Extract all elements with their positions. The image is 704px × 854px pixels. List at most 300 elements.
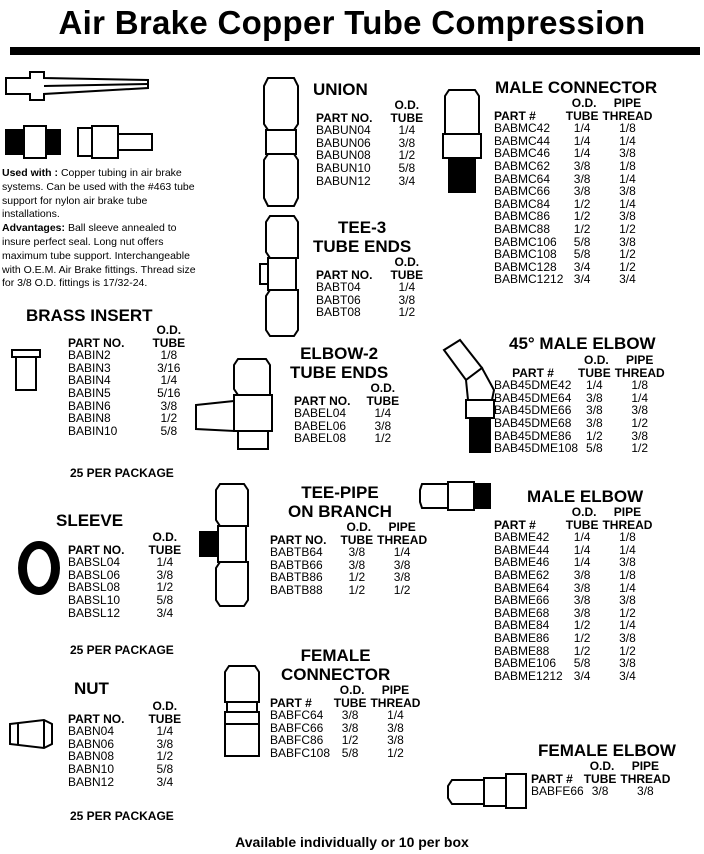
part-number: BABN12 xyxy=(68,774,115,789)
od-value: 1/2 xyxy=(348,582,366,597)
part-number: BABN08 xyxy=(68,749,115,764)
od-header: O.D. xyxy=(571,505,597,519)
tube-header: TUBE xyxy=(333,695,367,710)
thread-value: 3/8 xyxy=(619,593,636,608)
45-male-elbow-icon xyxy=(438,338,502,456)
thread-value: 1/2 xyxy=(387,745,404,760)
tube-header: TUBE xyxy=(390,110,424,125)
part-number: BABTB88 xyxy=(270,582,323,597)
nut-icon xyxy=(4,716,56,752)
table-row xyxy=(494,531,652,544)
page-title: Air Brake Copper Tube Compression xyxy=(58,4,646,41)
part-number: BAB45DME108 xyxy=(494,441,579,456)
od-value: 5/8 xyxy=(156,592,174,607)
part-number: BABUN10 xyxy=(316,160,371,175)
thread-value: 3/8 xyxy=(619,184,636,199)
table-row xyxy=(294,407,399,420)
male-connector-icon xyxy=(439,86,485,196)
tee-3-icon xyxy=(258,214,308,338)
part-header: PART NO. xyxy=(68,542,125,557)
od-value: 3/4 xyxy=(156,605,174,620)
od-value: 3/8 xyxy=(573,580,591,595)
part-number: BABSL08 xyxy=(68,580,121,595)
part-number: BAB45DME68 xyxy=(494,415,572,430)
thread-value: 1/4 xyxy=(393,545,411,560)
od-value: 1/4 xyxy=(160,373,178,388)
elbow-2-title xyxy=(290,344,388,382)
thread-value: 1/2 xyxy=(619,221,636,236)
table-row xyxy=(494,442,665,455)
part-number: BABME106 xyxy=(494,656,557,671)
od-value: 5/8 xyxy=(156,761,174,776)
od-value: 1/8 xyxy=(160,348,178,363)
part-number: BABN04 xyxy=(68,724,115,739)
table-row xyxy=(68,725,181,738)
od-value: 5/8 xyxy=(398,160,416,175)
part-number: BABMC62 xyxy=(494,158,551,173)
thread-value: 1/2 xyxy=(619,643,636,658)
brass-insert-table xyxy=(68,324,185,437)
part-number: BABUN04 xyxy=(316,123,371,138)
thread-value: 1/4 xyxy=(619,618,636,633)
nut-table xyxy=(68,700,181,788)
od-value: 3/8 xyxy=(398,135,416,150)
od-value: 1/2 xyxy=(398,148,416,163)
thread-value: 1/4 xyxy=(619,542,636,557)
female-elbow-title: FEMALE ELBOW xyxy=(538,741,676,760)
od-value: 3/8 xyxy=(156,567,174,582)
part-number: BABMC86 xyxy=(494,209,551,224)
sleeve-package: 25 PER PACKAGE xyxy=(70,643,174,657)
female-connector-table xyxy=(270,684,420,760)
part-number: BABEL08 xyxy=(294,431,347,446)
part-number: BABMC44 xyxy=(494,133,551,148)
part-number: BABME88 xyxy=(494,643,550,658)
od-value: 1/4 xyxy=(573,555,591,570)
part-number: BABME46 xyxy=(494,555,550,570)
table-row xyxy=(494,417,665,430)
pipe-header: PIPE xyxy=(388,520,416,534)
thread-value: 1/4 xyxy=(387,708,404,723)
od-header: O.D. xyxy=(589,759,615,773)
footer-note: Available individually or 10 per box xyxy=(235,834,469,850)
part-number: BABMC88 xyxy=(494,221,551,236)
tee-pipe-table xyxy=(270,521,427,597)
part-number: BABTB64 xyxy=(270,545,323,560)
part-number: BABME44 xyxy=(494,542,550,557)
od-value: 3/8 xyxy=(573,184,591,199)
od-header: O.D. xyxy=(394,255,420,269)
part-number: BABN06 xyxy=(68,736,115,751)
table-row xyxy=(316,124,423,137)
tube-header: TUBE xyxy=(565,517,599,532)
male-connector-title: MALE CONNECTOR xyxy=(495,78,658,97)
part-number: BABME42 xyxy=(494,530,550,545)
thread-header: THREAD xyxy=(602,108,653,123)
table-row xyxy=(270,747,420,760)
part-number: BABMC66 xyxy=(494,184,551,199)
female-elbow-table xyxy=(531,760,670,798)
part-number: BABIN4 xyxy=(68,373,111,388)
thread-value: 3/8 xyxy=(631,403,649,418)
table-row xyxy=(494,160,652,173)
thread-header: THREAD xyxy=(377,532,428,547)
thread-value: 3/8 xyxy=(619,630,636,645)
thread-value: 3/4 xyxy=(619,668,636,683)
table-row xyxy=(494,122,652,135)
thread-header: THREAD xyxy=(614,365,665,380)
thread-value: 3/8 xyxy=(619,146,636,161)
od-value: 5/8 xyxy=(586,441,603,456)
od-value: 3/8 xyxy=(573,158,591,173)
thread-value: 3/8 xyxy=(619,234,636,249)
pipe-header: PIPE xyxy=(631,759,660,773)
thread-value: 3/4 xyxy=(619,272,636,287)
od-value: 3/8 xyxy=(341,720,359,735)
part-number: BABMC42 xyxy=(494,121,551,136)
part-number: BABFC86 xyxy=(270,733,324,748)
thread-value: 3/8 xyxy=(393,557,411,572)
part-number: BABEL04 xyxy=(294,406,347,421)
union-icon xyxy=(260,74,302,210)
table-row xyxy=(270,709,420,722)
od-value: 3/8 xyxy=(341,708,359,723)
od-value: 1/2 xyxy=(374,431,392,446)
od-value: 5/8 xyxy=(573,656,591,671)
part-number: BABT08 xyxy=(316,305,361,320)
thread-value: 1/2 xyxy=(393,582,411,597)
od-value: 1/2 xyxy=(573,643,591,658)
tee-pipe-title-line1: TEE-PIPE xyxy=(301,483,379,502)
part-header: PART NO. xyxy=(294,393,351,408)
od-value: 3/8 xyxy=(348,557,366,572)
od-value: 5/8 xyxy=(573,234,591,249)
table-row xyxy=(316,162,423,175)
od-value: 1/4 xyxy=(586,378,603,393)
od-value: 5/8 xyxy=(573,247,591,262)
od-value: 1/4 xyxy=(374,406,392,421)
advantages-label: Advantages: xyxy=(2,222,66,235)
part-number: BAB45DME64 xyxy=(494,390,572,405)
tube-header: TUBE xyxy=(148,542,182,557)
od-value: 1/2 xyxy=(573,196,591,211)
od-value: 3/8 xyxy=(374,418,392,433)
part-number: BABMC46 xyxy=(494,146,551,161)
used-with-label: Used with : xyxy=(2,167,59,179)
part-number: BABN10 xyxy=(68,761,115,776)
od-value: 3/4 xyxy=(573,272,591,287)
od-value: 3/4 xyxy=(573,259,591,274)
part-number: BABIN10 xyxy=(68,423,118,438)
elbow-2-table xyxy=(294,382,399,445)
od-header: O.D. xyxy=(152,530,178,544)
female-connector-title xyxy=(281,646,390,684)
thread-value: 3/8 xyxy=(619,656,636,671)
od-value: 1/4 xyxy=(573,542,591,557)
table-row xyxy=(316,175,423,188)
male-elbow-title: MALE ELBOW xyxy=(527,487,644,506)
table-row xyxy=(68,594,181,607)
part-number: BABSL10 xyxy=(68,592,121,607)
od-value: 3/16 xyxy=(157,360,181,375)
elbow-2-title-line1: ELBOW-2 xyxy=(300,344,379,363)
table-row xyxy=(494,185,652,198)
table-row xyxy=(68,776,181,789)
part-number: BABMC106 xyxy=(494,234,557,249)
od-value: 1/2 xyxy=(160,411,178,426)
part-number: BABT06 xyxy=(316,292,361,307)
pipe-header: PIPE xyxy=(613,96,642,110)
brass-insert-package: 25 PER PACKAGE xyxy=(70,466,174,480)
elbow-2-icon xyxy=(192,355,296,453)
part-header: PART NO. xyxy=(316,267,373,282)
part-number: BABMC108 xyxy=(494,247,557,262)
part-header: PART # xyxy=(494,108,536,123)
table-row xyxy=(494,569,652,582)
tube-header: TUBE xyxy=(366,393,400,408)
table-row xyxy=(494,223,652,236)
part-header: PART # xyxy=(531,771,573,786)
thread-value: 1/2 xyxy=(631,441,649,456)
table-row xyxy=(316,281,423,294)
part-number: BABIN3 xyxy=(68,360,111,375)
od-value: 1/2 xyxy=(573,630,591,645)
od-value: 3/8 xyxy=(160,398,178,413)
thread-value: 3/8 xyxy=(393,570,411,585)
part-number: BABSL06 xyxy=(68,567,121,582)
tee-3-title-line1: TEE-3 xyxy=(338,218,387,237)
part-number: BABMC64 xyxy=(494,171,551,186)
tube-header: TUBE xyxy=(340,532,374,547)
part-number: BABMC1212 xyxy=(494,272,564,287)
thread-value: 3/8 xyxy=(619,209,636,224)
part-header: PART NO. xyxy=(68,711,125,726)
45-male-elbow-table xyxy=(494,354,665,455)
thread-value: 3/8 xyxy=(631,428,649,443)
female-connector-title-line1: FEMALE xyxy=(300,646,371,665)
od-value: 1/4 xyxy=(398,280,416,295)
thread-value: 1/4 xyxy=(619,196,636,211)
od-value: 3/4 xyxy=(398,173,416,188)
od-value: 3/8 xyxy=(586,403,603,418)
od-value: 3/8 xyxy=(573,567,591,582)
part-number: BABMC128 xyxy=(494,259,557,274)
part-header: PART # xyxy=(270,695,312,710)
elbow-2-title-line2: TUBE ENDS xyxy=(290,363,389,382)
thread-value: 1/8 xyxy=(619,530,636,545)
table-row xyxy=(68,607,181,620)
table-row xyxy=(494,379,665,392)
od-value: 3/4 xyxy=(573,668,591,683)
od-header: O.D. xyxy=(339,683,365,697)
part-number: BAB45DME42 xyxy=(494,378,572,393)
od-value: 3/8 xyxy=(156,736,174,751)
pipe-header: PIPE xyxy=(613,505,642,519)
od-value: 1/4 xyxy=(156,555,174,570)
thread-value: 1/4 xyxy=(619,171,636,186)
part-header: PART # xyxy=(494,517,536,532)
thread-value: 3/8 xyxy=(637,784,654,799)
part-number: BABUN12 xyxy=(316,173,371,188)
sleeve-title: SLEEVE xyxy=(56,511,124,530)
tube-assembly-icon xyxy=(4,64,150,114)
table-row xyxy=(270,584,427,597)
table-row xyxy=(270,546,427,559)
od-value: 3/8 xyxy=(586,415,603,430)
table-row xyxy=(294,432,399,445)
od-value: 3/8 xyxy=(586,390,603,405)
part-number: BABFC64 xyxy=(270,708,324,723)
od-value: 3/8 xyxy=(591,784,609,799)
thread-value: 1/8 xyxy=(619,158,636,173)
thread-value: 1/8 xyxy=(619,121,636,136)
tube-header: TUBE xyxy=(152,335,186,350)
od-value: 1/2 xyxy=(573,209,591,224)
part-number: BABME66 xyxy=(494,593,550,608)
table-row xyxy=(68,763,181,776)
part-number: BABME68 xyxy=(494,605,550,620)
table-row xyxy=(494,657,652,670)
thread-value: 1/2 xyxy=(619,259,636,274)
female-connector-title-line2: CONNECTOR xyxy=(281,665,391,684)
45-male-elbow-title: 45° MALE ELBOW xyxy=(509,334,656,353)
female-connector-icon xyxy=(221,662,263,760)
union-table xyxy=(316,99,423,187)
male-elbow-icon xyxy=(418,476,494,514)
od-value: 1/4 xyxy=(573,133,591,148)
tee-pipe-title xyxy=(288,483,392,521)
tube-header: TUBE xyxy=(148,711,182,726)
table-row xyxy=(316,306,423,319)
part-number: BABTB66 xyxy=(270,557,323,572)
part-header: PART NO. xyxy=(270,532,327,547)
od-value: 1/2 xyxy=(156,580,174,595)
female-elbow-icon xyxy=(446,770,530,810)
od-value: 1/2 xyxy=(156,749,174,764)
part-number: BABUN08 xyxy=(316,148,371,163)
table-row xyxy=(494,632,652,645)
od-header: O.D. xyxy=(394,98,420,112)
part-number: BABFE66 xyxy=(531,784,584,799)
tee-3-title xyxy=(313,218,411,256)
part-header: PART NO. xyxy=(316,110,373,125)
thread-value: 1/2 xyxy=(631,415,649,430)
part-number: BABSL04 xyxy=(68,555,121,570)
male-elbow-table xyxy=(494,506,652,682)
od-header: O.D. xyxy=(156,323,182,337)
tee-3-title-line2: TUBE ENDS xyxy=(313,237,412,256)
thread-value: 1/2 xyxy=(619,605,636,620)
thread-header: THREAD xyxy=(602,517,653,532)
tee-3-table xyxy=(316,256,423,319)
od-value: 1/4 xyxy=(398,123,416,138)
thread-value: 3/8 xyxy=(619,555,636,570)
thread-value: 1/8 xyxy=(631,378,649,393)
part-number: BABT04 xyxy=(316,280,361,295)
part-number: BABME62 xyxy=(494,567,550,582)
od-header: O.D. xyxy=(370,381,396,395)
sleeve-icon xyxy=(17,540,61,596)
tube-header: TUBE xyxy=(565,108,599,123)
od-value: 3/8 xyxy=(348,545,366,560)
part-number: BABIN5 xyxy=(68,385,111,400)
part-number: BABME86 xyxy=(494,630,550,645)
used-with-text: Copper tubing in air brake systems. Can be used with the #463 tube support for nylon air brake tube installations. xyxy=(2,167,195,221)
thread-value: 3/8 xyxy=(387,720,404,735)
thread-value: 3/8 xyxy=(387,733,404,748)
part-number: BAB45DME66 xyxy=(494,403,572,418)
brass-insert-title: BRASS INSERT xyxy=(26,306,153,325)
table-row xyxy=(68,349,185,362)
union-title: UNION xyxy=(313,80,368,99)
od-value: 1/2 xyxy=(573,221,591,236)
tube-header: TUBE xyxy=(578,365,611,380)
tube-header: TUBE xyxy=(390,267,424,282)
part-number: BABME84 xyxy=(494,618,550,633)
pipe-header: PIPE xyxy=(381,683,410,697)
part-number: BABEL06 xyxy=(294,418,347,433)
male-connector-table xyxy=(494,97,652,286)
table-row xyxy=(68,556,181,569)
advantages-text: Ball sleeve annealed to insure perfect seal. Long nut offers maximum tube support. Interchangeable with O.E.M. Air Brake fittings. Thread size for 3/8 O.D. fittings is 17/32-24. xyxy=(2,222,196,290)
od-value: 3/8 xyxy=(573,605,591,620)
brass-insert-icon xyxy=(10,348,42,392)
title-rule xyxy=(10,47,700,55)
table-row xyxy=(494,594,652,607)
part-number: BABIN6 xyxy=(68,398,111,413)
tube-header: TUBE xyxy=(583,771,617,786)
tee-pipe-title-line2: ON BRANCH xyxy=(288,502,392,521)
od-header: O.D. xyxy=(152,699,178,713)
thread-value: 1/4 xyxy=(631,390,649,405)
od-value: 1/4 xyxy=(156,724,174,739)
part-header: PART # xyxy=(512,365,554,380)
part-number: BABTB86 xyxy=(270,570,323,585)
part-number: BABIN2 xyxy=(68,348,111,363)
part-number: BABME64 xyxy=(494,580,550,595)
pipe-header: PIPE xyxy=(626,353,654,367)
od-value: 5/8 xyxy=(160,423,178,438)
part-number: BABMC84 xyxy=(494,196,551,211)
od-value: 3/4 xyxy=(156,774,174,789)
od-value: 3/8 xyxy=(398,292,416,307)
part-number: BAB45DME86 xyxy=(494,428,572,443)
od-value: 1/4 xyxy=(573,121,591,136)
table-row xyxy=(68,412,185,425)
table-row xyxy=(494,670,652,683)
tee-pipe-icon xyxy=(198,482,264,610)
od-value: 1/4 xyxy=(573,530,591,545)
part-number: BABIN8 xyxy=(68,411,111,426)
od-value: 5/8 xyxy=(341,745,359,760)
intro-note xyxy=(2,167,199,291)
od-value: 1/2 xyxy=(341,733,359,748)
part-number: BABUN06 xyxy=(316,135,371,150)
od-value: 1/2 xyxy=(586,428,603,443)
table-row xyxy=(68,387,185,400)
od-value: 3/8 xyxy=(573,593,591,608)
thread-value: 1/4 xyxy=(619,580,636,595)
table-row xyxy=(494,248,652,261)
thread-value: 1/2 xyxy=(619,247,636,262)
part-header: PART NO. xyxy=(68,335,125,350)
od-header: O.D. xyxy=(584,353,609,367)
od-value: 1/4 xyxy=(573,146,591,161)
sleeve-table xyxy=(68,531,181,619)
nut-package: 25 PER PACKAGE xyxy=(70,809,174,823)
part-number: BABFC66 xyxy=(270,720,324,735)
fitting-assembly-icon xyxy=(4,122,154,162)
